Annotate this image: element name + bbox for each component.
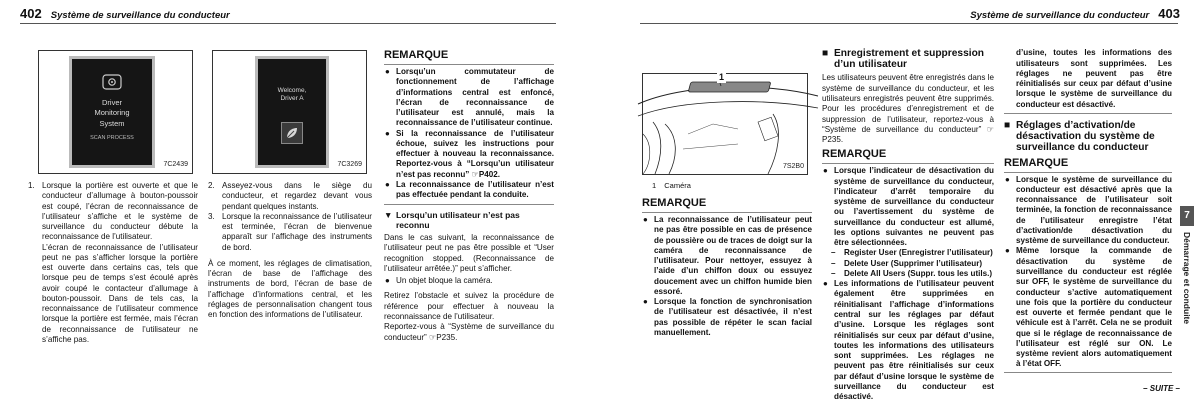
screen1-line2: Monitoring bbox=[94, 108, 130, 118]
step-number: 1. bbox=[28, 181, 35, 190]
remarque3-rule bbox=[1004, 172, 1172, 173]
right-section-title: Système de surveillance du conducteur bbox=[970, 10, 1150, 21]
figure-camera bbox=[642, 73, 808, 175]
triangle-down-icon: ▼ bbox=[384, 210, 393, 221]
welcome-line2: Driver A bbox=[280, 95, 304, 103]
right-header-rule bbox=[640, 23, 1178, 24]
remarque-item: ● La reconnaissance de l’utilisateur peut ne pas être possible en cas de présence de poussière ou de traces de doigt sur la caméra de reconnaissance de l’utilisateur. Pour nettoyer, essuyez à l’aide d’un chiffon doux ou essuyez doucement avec un chiffon humide bien essoré. bbox=[643, 214, 812, 296]
remarque-item: ● La reconnaissance de l’utilisateur n’est pas effectuée pendant la conduite. bbox=[385, 179, 554, 200]
figure-driver-monitoring bbox=[38, 50, 193, 174]
list-item: – Delete User (Supprimer l’utilisateur) bbox=[831, 258, 983, 268]
step-2 bbox=[208, 181, 372, 212]
list-item: – Delete All Users (Suppr. tous les utils.) bbox=[831, 268, 993, 278]
remarque-item: ● Lorsqu’un commutateur de fonctionnement de l’affichage d’informations central est enfoncé, l’écran de reconnaissance de l’utilisateur est annulé, mais la reconnaissance de l’utilisateur continue. bbox=[385, 66, 554, 128]
step-1-note: L’écran de reconnaissance de l’utilisateur peut ne pas s’afficher lorsque la portière est ouverte dans certains cas, tels que lorsque peu de temps s’est écoulé après avoir coupé le contacteur d’allumage à bouton-poussoir. Dans de tels cas, la reconnaissance de l’utilisateur commence lorsque la portière est fermée, mais l’écran de reconnaissance de l’utilisateur ne s’affiche pas. bbox=[42, 242, 198, 344]
leaf-icon bbox=[281, 122, 303, 144]
remarque2-continuation: d’usine, toutes les informations des utilisateurs sont supprimées. Les réglages ne peuvent pas être réinitialisés sur ceux par défaut d’usine lorsque le système de surveillance du conducteur est désactivé. bbox=[1016, 48, 1172, 109]
remarque-title: REMARQUE bbox=[384, 49, 449, 61]
remarque2-title: REMARQUE bbox=[822, 148, 887, 161]
remarque2-end-rule bbox=[1004, 113, 1172, 114]
instrument-screen-welcome bbox=[255, 56, 329, 168]
step-1 bbox=[28, 181, 198, 243]
chapter-label: Démarrage et conduite bbox=[1181, 232, 1192, 325]
remarque2-list bbox=[822, 166, 994, 248]
dashboard-illustration bbox=[643, 74, 809, 176]
remarque-item: ● Si la reconnaissance de l’utilisateur échoue, suivez les instructions pour effectuer à nouveau la reconnaissance. Reportez-vous à “Lorsqu’un utilisateur n’est pas reconnu” ☞P402. bbox=[385, 128, 554, 179]
step-text: Lorsque la reconnaissance de l’utilisateur est terminée, l’écran de bienvenue apparaît sur l’affichage des instruments de bord. bbox=[222, 211, 372, 252]
remarque2-list-b bbox=[822, 279, 994, 402]
right-page-number: 403 bbox=[1158, 6, 1180, 21]
not-recognized-heading: ▼ Lorsqu’un utilisateur n’est pas reconnu bbox=[384, 210, 520, 230]
right-page-header bbox=[970, 6, 1180, 23]
remarque-rule bbox=[384, 64, 554, 65]
remarque3-list bbox=[1004, 175, 1172, 370]
section3-heading: ■ Réglages d’activation/de désactivation du système de surveillance du conducteur bbox=[1004, 120, 1155, 154]
user-options-list bbox=[822, 248, 994, 279]
left-section-title: Système de surveillance du conducteur bbox=[50, 10, 230, 21]
remarque3-title: REMARQUE bbox=[1004, 156, 1069, 169]
list-item: – Register User (Enregistrer l’utilisateur) bbox=[831, 248, 993, 258]
remarque1-list bbox=[642, 215, 812, 338]
continued-label: – SUITE – bbox=[1143, 384, 1180, 393]
chapter-tab: 7 bbox=[1180, 206, 1194, 226]
remarque1-rule bbox=[642, 212, 812, 213]
driver-monitoring-icon bbox=[101, 73, 123, 93]
instrument-screen-scan bbox=[69, 56, 155, 168]
step-text: Asseyez-vous dans le siège du conducteur, et regardez devant vous pendant quelques instants. bbox=[222, 181, 372, 211]
right-col1 bbox=[642, 197, 812, 338]
screen1-line1: Driver bbox=[102, 98, 122, 108]
remarque-item: ● Même lorsque la commande de désactivation du système de surveillance du conducteur est réglée sur OFF, le système de surveillance du conducteur s’active automatiquement une fois que la portière du conducteur est ouverte et fermée pendant que le véhicule est à l’arrêt. Cela ne se produit que si le réglage de reconnaissance de l’utilisateur est réglé sur ON. Le système revient alors automatiquement à l’état OFF. bbox=[1005, 246, 1172, 369]
settings-paragraph: À ce moment, les réglages de climatisation, l’écran de base de l’affichage des instruments de bord, l’écran de base de l’affichage d’informations central, et les réglages de personnalisation changent tous en fonction des informations de l’utilisateur. bbox=[208, 258, 372, 320]
welcome-line1: Welcome, bbox=[277, 87, 307, 94]
step-3 bbox=[208, 212, 372, 253]
left-col1-text bbox=[28, 181, 198, 345]
remarque-item: ● Lorsque la fonction de synchronisation de l’utilisateur est désactivée, il n’est pas possible de répéter le scan facial manuellement. bbox=[643, 297, 812, 337]
not-recognized-list bbox=[384, 276, 554, 286]
remarque-item: ● Lorsque le système de surveillance du conducteur est désactivé après que la reconnaissance de l’utilisateur soit terminée, la fonction de reconnaissance de l’utilisateur enregistre l’état d’activation/de désactivation du système de surveillance du conducteur. bbox=[1005, 174, 1172, 246]
list-item: ● Un objet bloque la caméra. bbox=[385, 276, 493, 286]
remarque-end-rule bbox=[384, 204, 554, 205]
figure3-code: 7S2B0 bbox=[782, 163, 804, 171]
retry-para: Retirez l’obstacle et suivez la procédure de référence pour effectuer à nouveau la reconnaissance de l’utilisateur. bbox=[384, 291, 554, 321]
remarque2-rule bbox=[822, 163, 994, 164]
remarque1-title: REMARQUE bbox=[642, 197, 707, 209]
remarque-item: ● Lorsque l’indicateur de désactivation du système de surveillance du conducteur, l’indicateur d’arrêt temporaire du système de surveillance du conducteur ou l’avertissement du système de surveillance du conducteur est allumé, les options suivantes ne peuvent pas être sélectionnées. bbox=[823, 166, 994, 248]
figure-welcome-screen bbox=[212, 50, 367, 174]
remarque-list bbox=[384, 67, 554, 200]
left-col3 bbox=[384, 49, 554, 343]
section2-paragraph: Les utilisateurs peuvent être enregistrés dans le système de surveillance du conducteur, et les utilisateurs enregistrés peuvent être supprimés. Pour les procédures d’enregistrement et de suppression de l’utilisateur, reportez-vous à “Système de surveillance du conducteur” ☞P235. bbox=[822, 73, 994, 145]
left-page-number: 402 bbox=[20, 6, 42, 21]
right-col2 bbox=[822, 48, 994, 402]
step-number: 3. bbox=[208, 211, 215, 221]
step-number: 2. bbox=[208, 181, 215, 190]
section2-heading: ■ Enregistrement et suppression d’un utilisateur bbox=[822, 48, 985, 71]
step-text: Lorsque la portière est ouverte et que le conducteur d’allumage à bouton-poussoir est coupé, l’écran de reconnaissance de l’utilisateur s’affiche et le système de surveillance du conducteur débute la reconnaissance de l’utilisateur. bbox=[42, 181, 198, 242]
figure-callout-number: 1 bbox=[719, 72, 725, 82]
scan-process-text: SCAN PROCESS bbox=[90, 134, 134, 141]
caption-number: 1 bbox=[652, 181, 657, 190]
caption-text: Caméra bbox=[664, 181, 691, 190]
figure1-code: 7C2439 bbox=[163, 161, 188, 169]
remarque-item: ● Les informations de l’utilisateur peuvent également être supprimées en réinitialisant l’affichage d’informations central sur les réglages par défaut d’usine. Lorsque les réglages sont réinitialisés sur ceux par défaut d’usine, toutes les informations des utilisateurs sont supprimées. Les réglages ne peuvent pas être réinitialisés sur ceux par défaut d’usine lorsque le système de surveillance du conducteur est désactivé. bbox=[823, 279, 994, 402]
remarque3-end-rule bbox=[1004, 372, 1172, 373]
square-bullet-icon: ■ bbox=[1004, 120, 1011, 131]
screen1-line3: System bbox=[99, 118, 125, 128]
figure2-code: 7C3269 bbox=[337, 161, 362, 169]
left-header-rule bbox=[20, 23, 556, 24]
left-page-header bbox=[20, 6, 230, 23]
left-col2-text bbox=[208, 181, 372, 320]
right-col3 bbox=[1004, 48, 1172, 373]
square-bullet-icon: ■ bbox=[822, 48, 829, 59]
figure-caption bbox=[652, 181, 691, 191]
reference-para: Reportez-vous à “Système de surveillance du conducteur” ☞P235. bbox=[384, 322, 554, 342]
not-recognized-para: Dans le cas suivant, la reconnaissance de l’utilisateur peut ne pas être possible et “User recognition stopped. (Reconnaissance de l’utilisateur arrêtée.)” peut s’afficher. bbox=[384, 233, 554, 273]
